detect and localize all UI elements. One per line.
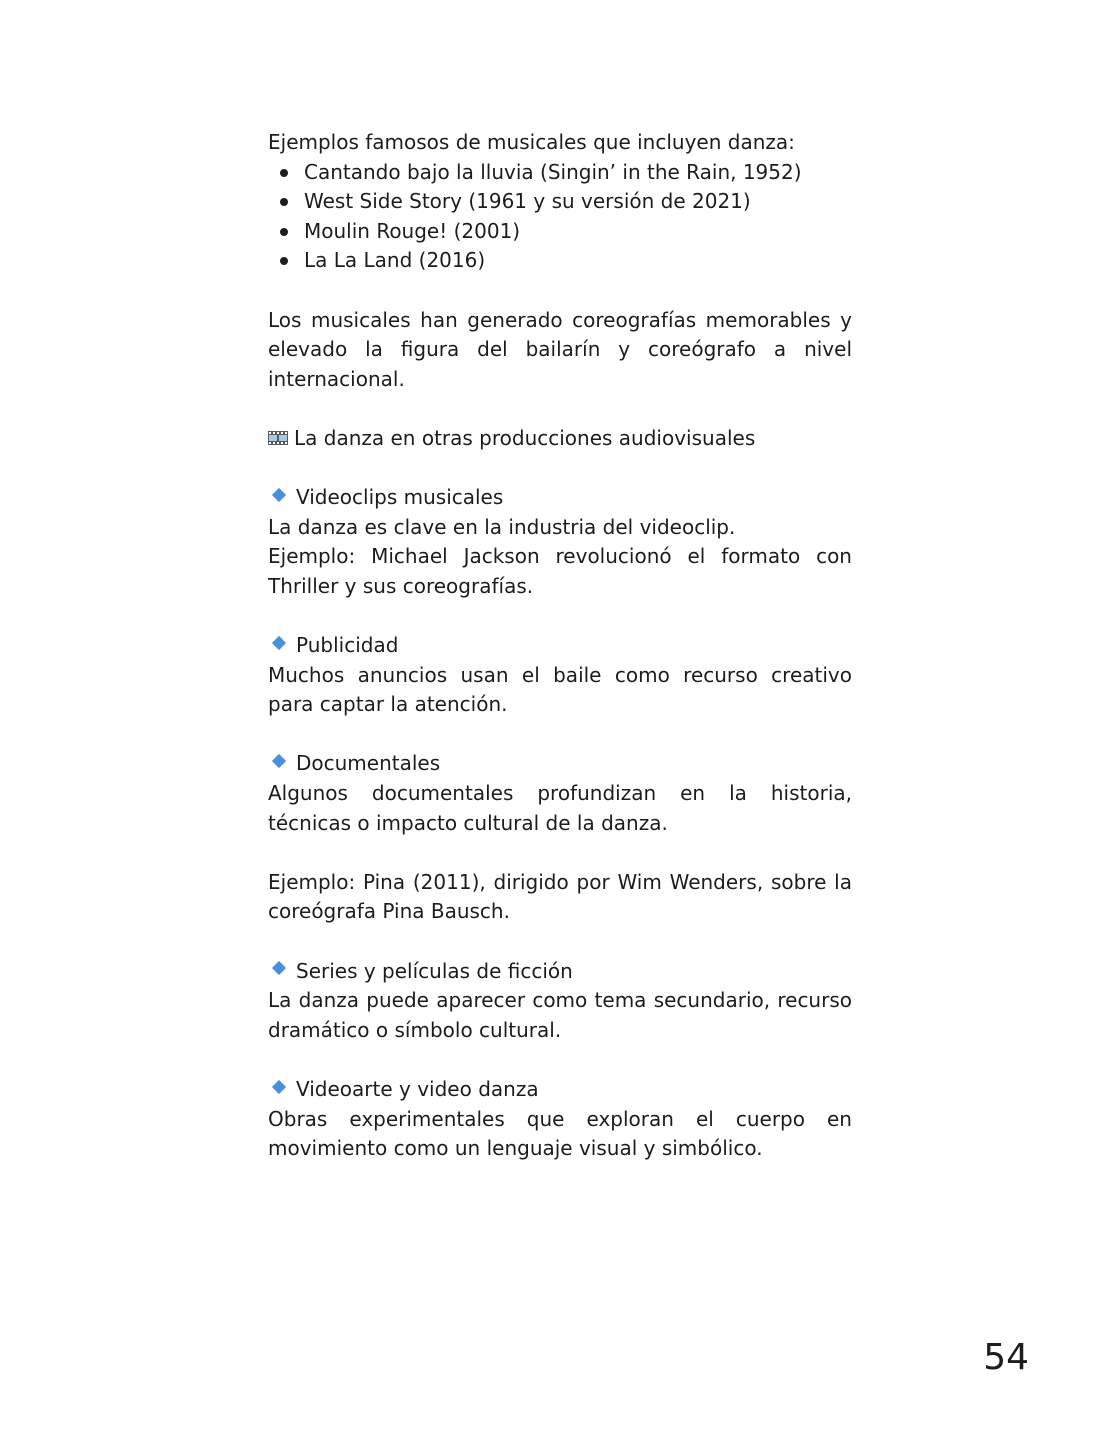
list-item <box>268 217 852 247</box>
subsection-title: Documentales <box>296 751 441 776</box>
subsection-heading-publicidad <box>268 631 852 661</box>
small-blue-diamond-icon <box>272 754 286 768</box>
list-item-text: Cantando bajo la lluvia (Singin’ in the Rain, 1952) <box>304 159 802 184</box>
documentales-example: Ejemplo: Pina (2011), dirigido por Wim Wenders, sobre la coreógrafa Pina Bausch. <box>268 869 852 924</box>
list-item-text: Moulin Rouge! (2001) <box>304 218 521 243</box>
videoclips-example: Ejemplo: Michael Jackson revolucionó el formato con Thriller y sus coreografías. <box>268 544 852 598</box>
list-item-text: West Side Story (1961 y su versión de 2021) <box>304 189 751 214</box>
musicals-examples-list <box>268 158 852 276</box>
examples-intro: Ejemplos famosos de musicales que incluyen danza: <box>268 130 795 154</box>
musicals-paragraph: Los musicales han generado coreografías memorables y elevado la figura del bailarín y coreógrafo a nivel internacional. <box>268 307 852 391</box>
videoclips-text: La danza es clave en la industria del videoclip. <box>268 514 736 539</box>
documentales-text: Algunos documentales profundizan en la historia, técnicas o impacto cultural de la danza. <box>268 781 852 835</box>
subsection-heading-documentales <box>268 749 852 779</box>
videoarte-text: Obras experimentales que exploran el cuerpo en movimiento como un lenguaje visual y simbólico. <box>268 1106 852 1161</box>
bullet-icon <box>280 169 288 177</box>
subsection-title: Videoarte y video danza <box>296 1077 539 1101</box>
film-frames-icon <box>268 431 288 445</box>
subsection-heading-videoclips <box>268 483 852 513</box>
page-number: 54 <box>983 1337 1029 1378</box>
bullet-icon <box>280 198 288 206</box>
subsection-title: Series y películas de ficción <box>296 958 573 983</box>
subsection-title: Publicidad <box>296 633 399 658</box>
small-blue-diamond-icon <box>272 488 286 502</box>
subsection-title: Videoclips musicales <box>296 485 504 510</box>
bullet-icon <box>280 228 288 236</box>
list-item <box>268 158 852 188</box>
list-item <box>268 187 852 217</box>
subsection-heading-series <box>268 957 852 987</box>
publicidad-text: Muchos anuncios usan el baile como recurso creativo para captar la atención. <box>268 662 852 717</box>
subsection-heading-videoarte <box>268 1075 852 1105</box>
bullet-icon <box>280 257 288 265</box>
small-blue-diamond-icon <box>272 1080 286 1094</box>
page-content <box>268 128 852 1164</box>
series-text: La danza puede aparecer como tema secundario, recurso dramático o símbolo cultural. <box>268 988 852 1042</box>
small-blue-diamond-icon <box>272 636 286 650</box>
small-blue-diamond-icon <box>272 961 286 975</box>
list-item-text: La La Land (2016) <box>304 248 486 273</box>
section-heading <box>268 424 852 454</box>
list-item <box>268 246 852 276</box>
section-heading-text: La danza en otras producciones audiovisuales <box>294 425 756 450</box>
